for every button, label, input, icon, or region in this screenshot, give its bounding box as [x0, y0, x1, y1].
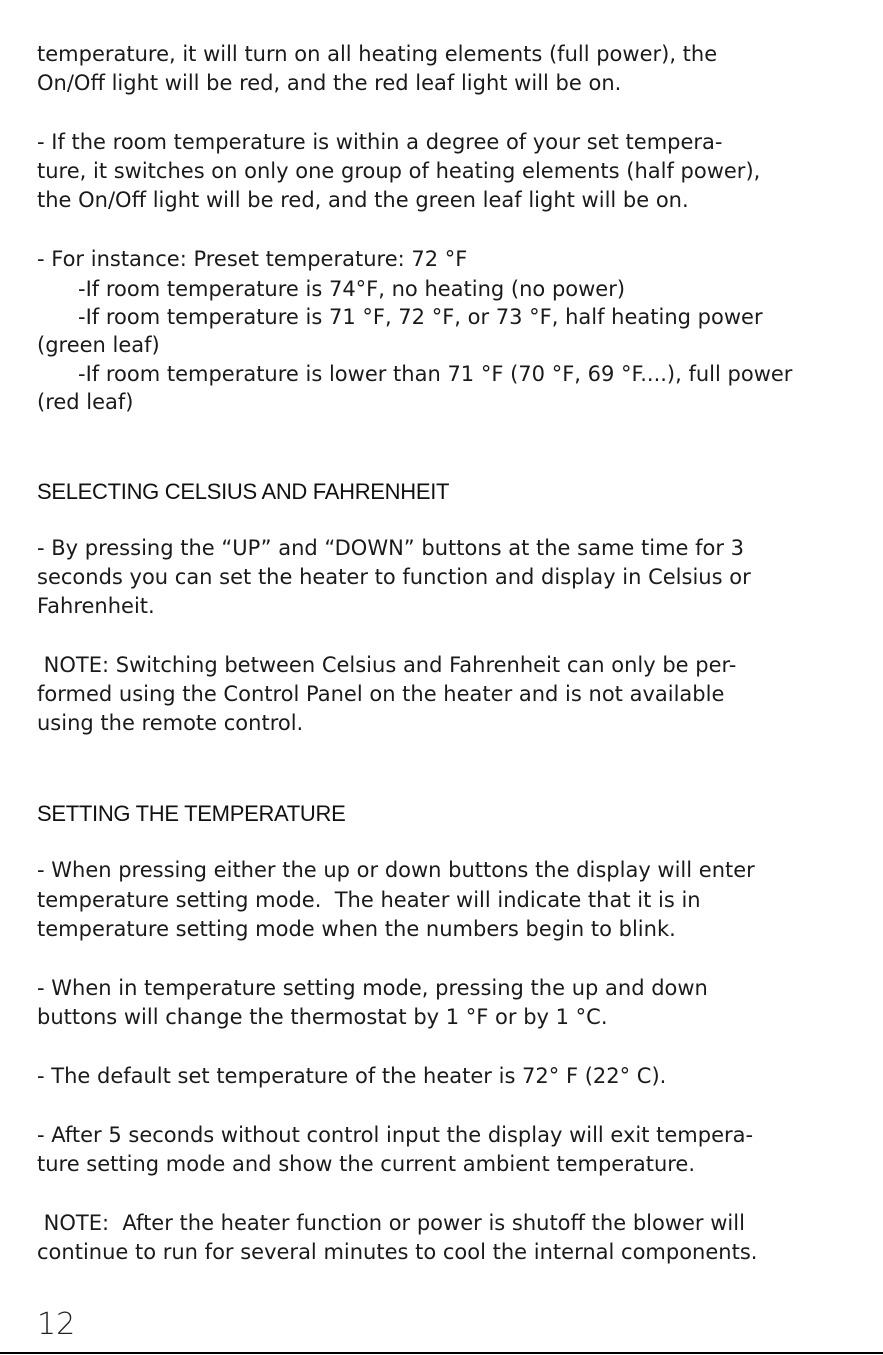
celsius-section-heading: SELECTING CELSIUS AND FAHRENHEIT [37, 479, 450, 504]
example-line-1: - For instance: Preset temperature: 72 °F [37, 247, 468, 271]
temperature-para2-line-2: buttons will change the thermostat by 1 °F or by 1 °C. [37, 1005, 608, 1029]
temperature-note-line-1: NOTE: After the heater function or power is shutoff the blower will [37, 1211, 745, 1235]
celsius-note-line-1: NOTE: Switching between Celsius and Fahrenheit can only be per- [37, 653, 737, 677]
example-line-3: -If room temperature is 71 °F, 72 °F, or 73 °F, half heating power [78, 305, 763, 329]
intro-line-1: temperature, it will turn on all heating elements (full power), the [37, 42, 718, 66]
celsius-note-line-2: formed using the Control Panel on the heater and is not available [37, 682, 725, 706]
temperature-para3-line-1: - The default set temperature of the heater is 72° F (22° C). [37, 1064, 667, 1088]
temperature-para1-line-1: - When pressing either the up or down buttons the display will enter [37, 858, 755, 882]
temperature-note-line-2: continue to run for several minutes to cool the internal components. [37, 1240, 758, 1264]
temperature-para2-line-1: - When in temperature setting mode, pressing the up and down [37, 976, 708, 1000]
celsius-para-line-3: Fahrenheit. [37, 594, 155, 618]
celsius-para-line-2: seconds you can set the heater to function and display in Celsius or [37, 565, 751, 589]
temperature-para1-line-3: temperature setting mode when the numbers begin to blink. [37, 917, 676, 941]
example-line-6: (red leaf) [37, 390, 134, 414]
within-degree-line-3: the On/Off light will be red, and the green leaf light will be on. [37, 188, 689, 212]
example-line-2: -If room temperature is 74°F, no heating (no power) [78, 277, 626, 301]
example-line-5: -If room temperature is lower than 71 °F (70 °F, 69 °F....), full power [78, 362, 793, 386]
example-line-4: (green leaf) [37, 333, 160, 357]
page-number: 12 [37, 1307, 76, 1342]
temperature-section-heading: SETTING THE TEMPERATURE [37, 801, 346, 826]
intro-line-2: On/Off light will be red, and the red leaf light will be on. [37, 71, 622, 95]
temperature-para4-line-2: ture setting mode and show the current ambient temperature. [37, 1152, 696, 1176]
celsius-note-line-3: using the remote control. [37, 711, 304, 735]
within-degree-line-1: - If the room temperature is within a degree of your set tempera- [37, 130, 723, 154]
bottom-rule [0, 1352, 883, 1354]
within-degree-line-2: ture, it switches on only one group of heating elements (half power), [37, 159, 761, 183]
temperature-para4-line-1: - After 5 seconds without control input the display will exit tempera- [37, 1123, 754, 1147]
celsius-para-line-1: - By pressing the “UP” and “DOWN” buttons at the same time for 3 [37, 536, 745, 560]
temperature-para1-line-2: temperature setting mode. The heater will indicate that it is in [37, 888, 701, 912]
